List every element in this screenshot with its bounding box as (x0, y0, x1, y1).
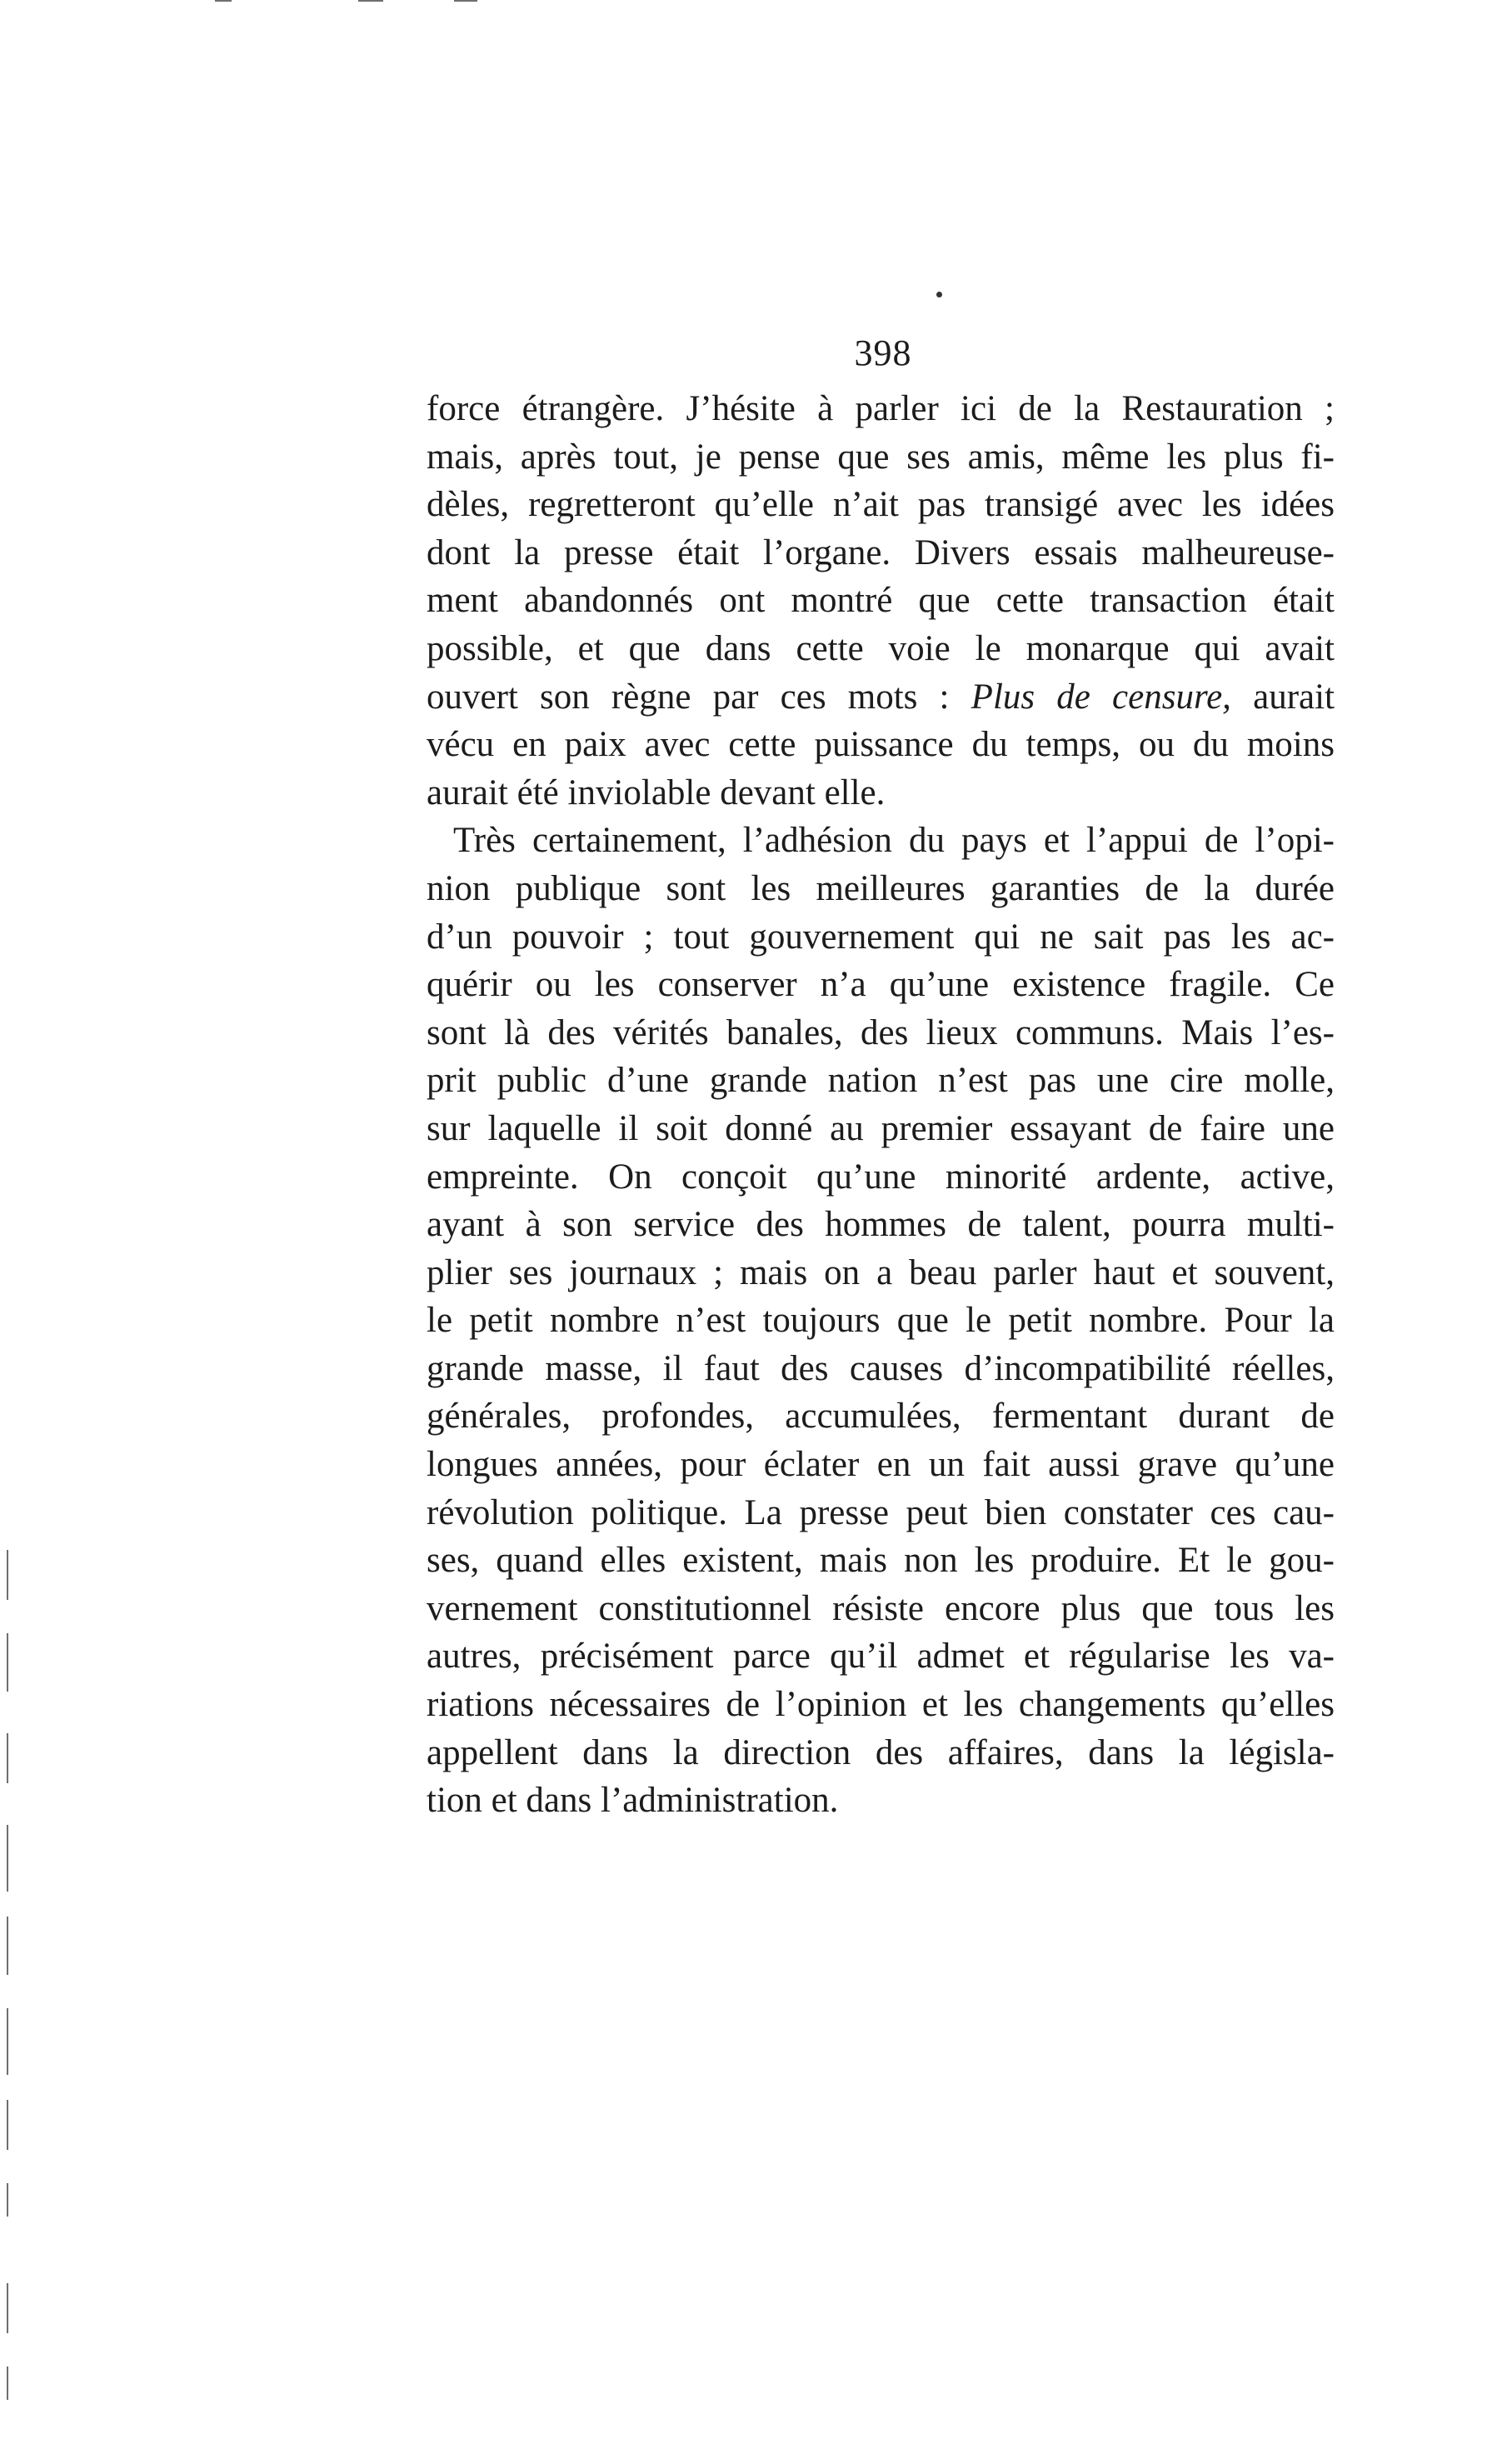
text-segment: aurait (1230, 677, 1335, 717)
scan-mark (7, 2183, 8, 2217)
scan-mark (7, 1825, 8, 1892)
scan-mark (7, 2367, 8, 2400)
text-line: générales, profondes, accumulées, fermentant durant de (427, 1397, 1335, 1437)
text-line: mais, après tout, je pense que ses amis, même les plus fi- (427, 437, 1335, 477)
text-line: plier ses journaux ; mais on a beau parler haut et souvent, (427, 1252, 1335, 1292)
scan-mark (7, 2100, 8, 2150)
italic-quote: Plus de censure, (971, 677, 1231, 717)
text-line: prit public d’une grande nation n’est pas une cire molle, (427, 1061, 1335, 1101)
text-line (427, 673, 1335, 722)
text-line: longues années, pour éclater en un fait aussi grave qu’une (427, 1445, 1335, 1485)
text-line: sont là des vérités banales, des lieux communs. Mais l’es- (427, 1012, 1335, 1052)
text-line: tion et dans l’administration. (427, 1781, 839, 1821)
text-line: empreinte. On conçoit qu’une minorité ardente, active, (427, 1157, 1335, 1197)
scan-mark (215, 0, 232, 2)
text-line: vernement constitutionnel résiste encore plus que tous les (427, 1588, 1335, 1628)
text-segment: ouvert son règne par ces mots : (427, 677, 971, 717)
text-line: aurait été inviolable devant elle. (427, 772, 886, 812)
text-line: Très certainement, l’adhésion du pays et l’appui de l’opi- (453, 821, 1335, 861)
text-line: ses, quand elles existent, mais non les produire. Et le gou- (427, 1541, 1335, 1581)
text-line: dèles, regretteront qu’elle n’ait pas transigé avec les idées (427, 485, 1335, 525)
text-line: grande masse, il faut des causes d’incompatibilité réelles, (427, 1348, 1335, 1388)
text-line: révolution politique. La presse peut bien constater ces cau- (427, 1492, 1335, 1532)
page-number: 398 (854, 332, 912, 373)
scan-mark (7, 1917, 8, 1975)
text-line: possible, et que dans cette voie le monarque qui avait (427, 628, 1335, 668)
scan-mark (7, 1733, 8, 1783)
text-line: riations nécessaires de l’opinion et les changements qu’elles (427, 1685, 1335, 1725)
text-line: d’un pouvoir ; tout gouvernement qui ne sait pas les ac- (427, 917, 1335, 957)
scan-mark (7, 2283, 8, 2333)
text-line: appellent dans la direction des affaires, dans la législa- (427, 1732, 1335, 1772)
text-line: autres, précisément parce qu’il admet et régularise les va- (427, 1637, 1335, 1677)
scan-mark (7, 1633, 8, 1692)
scan-mark (358, 0, 383, 2)
text-line: ayant à son service des hommes de talent, pourra multi- (427, 1205, 1335, 1245)
text-line: vécu en paix avec cette puissance du temps, ou du moins (427, 725, 1335, 765)
scan-mark (454, 0, 477, 2)
paragraph (427, 385, 1335, 817)
text-line: dont la presse était l’organe. Divers essais malheureuse- (427, 532, 1335, 572)
text-line: le petit nombre n’est toujours que le petit nombre. Pour la (427, 1301, 1335, 1341)
scan-mark (7, 1550, 8, 1600)
paragraph (427, 817, 1335, 1824)
scan-mark (7, 2008, 8, 2075)
text-line: sur laquelle il soit donné au premier essayant de faire une (427, 1108, 1335, 1148)
ink-dot (936, 292, 942, 297)
body-text (427, 385, 1335, 1825)
text-line: nion publique sont les meilleures garanties de la durée (427, 868, 1335, 908)
text-line: quérir ou les conserver n’a qu’une existence fragile. Ce (427, 965, 1335, 1005)
text-line: force étrangère. J’hésite à parler ici de la Restauration ; (427, 389, 1335, 428)
text-line: ment abandonnés ont montré que cette transaction était (427, 581, 1335, 621)
